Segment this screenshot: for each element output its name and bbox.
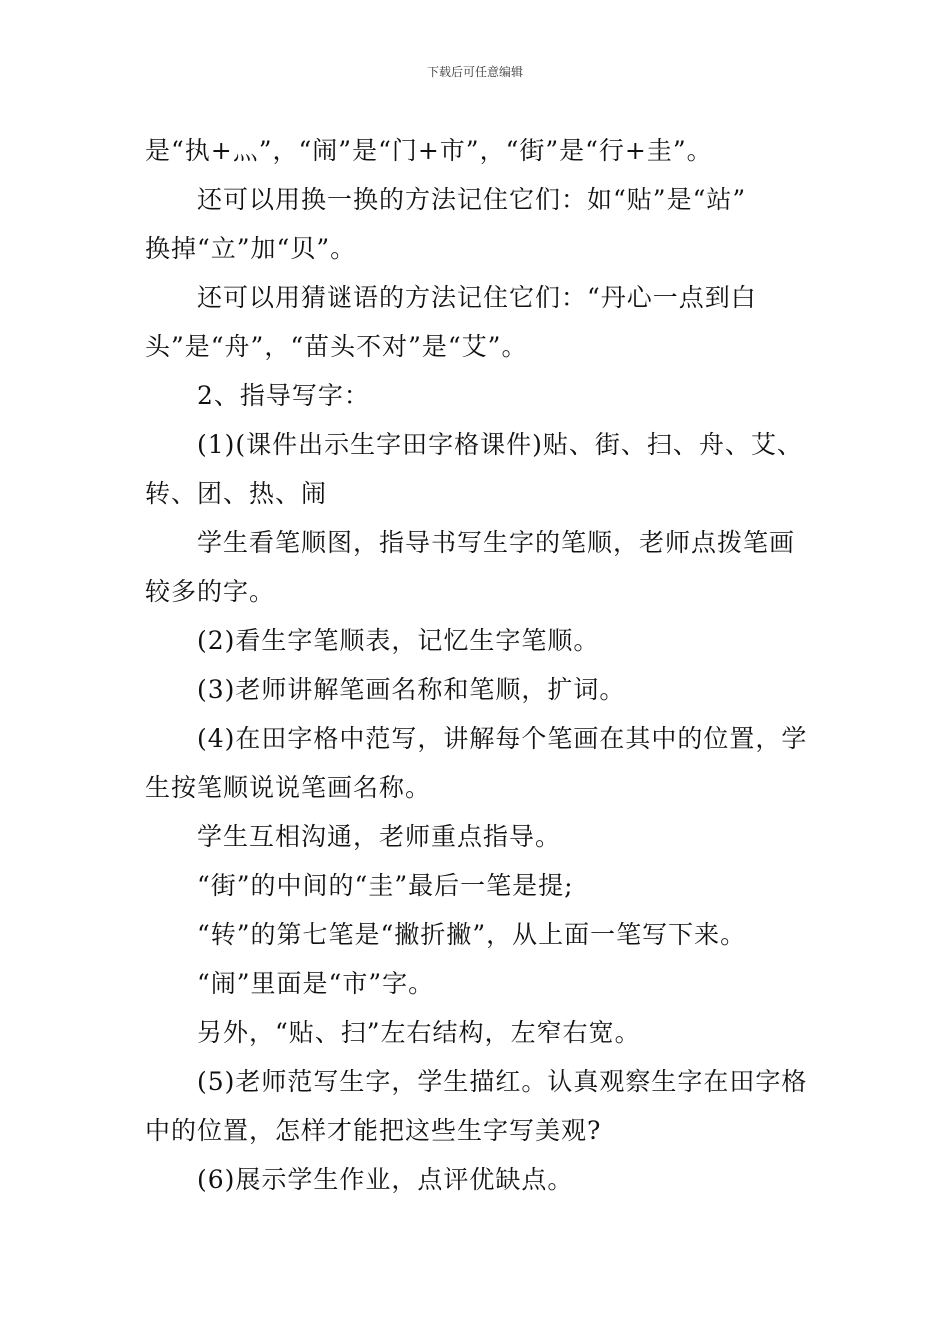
text-line: (5)老师范写生字，学生描红。认真观察生字在田字格 xyxy=(197,1067,808,1096)
section-heading: 2、指导写字： xyxy=(197,381,370,410)
text-line: 中的位置，怎样才能把这些生字写美观? xyxy=(145,1116,602,1145)
text-line: 头”是“舟”，“苗头不对”是“艾”。 xyxy=(145,332,528,361)
text-line: 生按笔顺说说笔画名称。 xyxy=(145,773,432,802)
paragraph xyxy=(145,910,810,959)
text-line: “转”的第七笔是“撇折撇”，从上面一笔写下来。 xyxy=(197,920,747,949)
paragraph xyxy=(145,959,810,1008)
text-line: (6)展示学生作业，点评优缺点。 xyxy=(197,1165,574,1194)
text-line: (2)看生字笔顺表，记忆生字笔顺。 xyxy=(197,626,600,655)
text-line: 较多的字。 xyxy=(145,577,276,606)
text-line: 还可以用猜谜语的方法记住它们：“丹心一点到白 xyxy=(197,283,757,312)
paragraph xyxy=(145,665,810,714)
text-line: (3)老师讲解笔画名称和笔顺，扩词。 xyxy=(197,675,626,704)
text-line: “街”的中间的“圭”最后一笔是提; xyxy=(197,871,574,900)
paragraph xyxy=(145,371,810,420)
text-line: 还可以用换一换的方法记住它们：如“贴”是“站” xyxy=(197,185,747,214)
paragraph xyxy=(145,714,810,812)
paragraph xyxy=(145,1057,810,1155)
paragraph xyxy=(145,273,810,371)
text-line: 换掉“立”加“贝”。 xyxy=(145,234,357,263)
paragraph xyxy=(145,420,810,518)
text-line: 是“执+灬”，“闹”是“门+市”，“街”是“行+圭”。 xyxy=(145,136,713,165)
text-line: (4)在田字格中范写，讲解每个笔画在其中的位置，学 xyxy=(197,724,808,753)
paragraph xyxy=(145,861,810,910)
paragraph xyxy=(145,126,810,175)
text-line: “闹”里面是“市”字。 xyxy=(197,969,435,998)
text-line: 转、团、热、闹 xyxy=(145,479,328,508)
paragraph xyxy=(145,518,810,616)
page-header: 下载后可任意编辑 xyxy=(426,65,523,79)
paragraph xyxy=(145,175,810,273)
text-line: 另外，“贴、扫”左右结构，左窄右宽。 xyxy=(197,1018,641,1047)
paragraph xyxy=(145,1008,810,1057)
document-body xyxy=(145,126,810,1204)
paragraph xyxy=(145,1155,810,1204)
paragraph xyxy=(145,812,810,861)
text-line: 学生看笔顺图，指导书写生字的笔顺，老师点拨笔画 xyxy=(197,528,796,557)
paragraph xyxy=(145,616,810,665)
text-line: (1)(课件出示生字田字格课件)贴、街、扫、舟、艾、 xyxy=(197,430,803,459)
text-line: 学生互相沟通，老师重点指导。 xyxy=(197,822,562,851)
